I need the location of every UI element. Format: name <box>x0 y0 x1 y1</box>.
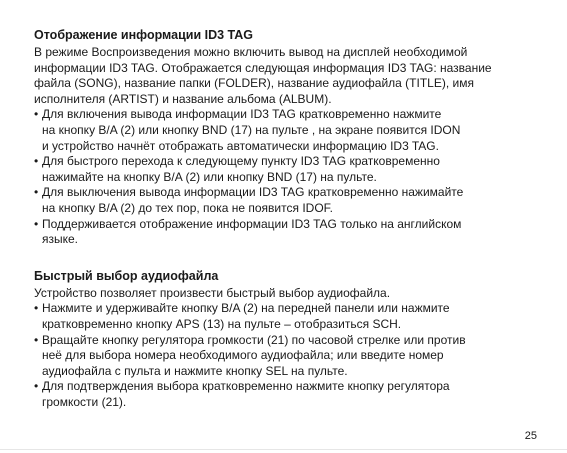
list-item <box>34 217 534 248</box>
list-item <box>34 185 534 216</box>
bullet-line: Вращайте кнопку регулятора громкости (21) по часовой стрелке или против <box>42 332 466 347</box>
bullet-line: Для выключения вывода информации ID3 TAG кратковременно нажимайте <box>42 185 464 200</box>
list-item <box>34 107 534 154</box>
bullet-line: Поддерживается отображение информации ID3 TAG только на английском <box>42 216 462 231</box>
bullet-icon: • <box>34 107 39 122</box>
bullet-icon: • <box>34 301 39 316</box>
list-item <box>34 154 534 185</box>
intro-line: В режиме Воспроизведения можно включить вывод на дисплей необходимой <box>34 45 468 59</box>
bullet-line: аудиофайла с пульта и нажмите кнопку SEL на пульте. <box>42 363 348 378</box>
section-title-id3-tag: Отображение информации ID3 TAG <box>34 28 253 42</box>
bullet-line: Для быстрого перехода к следующему пункту ID3 TAG кратковременно <box>42 154 440 169</box>
intro-line: информации ID3 TAG. Отображается следующая информация ID3 TAG: название <box>34 60 492 75</box>
bullet-icon: • <box>34 379 39 394</box>
list-item <box>34 333 534 380</box>
quick-file-select-section <box>34 268 534 411</box>
intro-line: файла (SONG), название папки (FOLDER), название аудиофайла (TITLE), имя <box>34 76 474 91</box>
bullet-line: громкости (21). <box>42 394 127 409</box>
bullet-line: Нажмите и удерживайте кнопку B/A (2) на передней панели или нажмите <box>42 301 450 316</box>
bullet-icon: • <box>34 332 39 347</box>
bullet-line: Для включения вывода информации ID3 TAG кратковременно нажмите <box>42 107 442 122</box>
list-item <box>34 379 534 410</box>
bullet-line: на кнопку B/A (2) до тех пор, пока не появится IDOF. <box>42 200 333 215</box>
page-number: 25 <box>524 430 537 442</box>
manual-page <box>34 27 534 410</box>
section-intro-quick-file-select <box>34 286 534 302</box>
page-bottom-divider <box>0 449 567 450</box>
quick-file-select-bullet-list <box>34 301 534 410</box>
bullet-icon: • <box>34 185 39 200</box>
id3-tag-section <box>34 27 534 248</box>
id3-tag-bullet-list <box>34 107 534 247</box>
intro-line: Устройство позволяет произвести быстрый выбор аудиофайла. <box>34 285 391 300</box>
bullet-line: нажимайте на кнопку B/A (2) или кнопку BND (17) на пульте. <box>42 169 377 184</box>
bullet-line: языке. <box>42 232 79 247</box>
bullet-line: неё для выбора номера необходимого аудиофайла; или введите номер <box>42 348 444 363</box>
bullet-icon: • <box>34 216 39 231</box>
section-intro-id3-tag <box>34 45 534 107</box>
intro-line: исполнителя (ARTIST) и название альбома (ALBUM). <box>34 91 332 106</box>
bullet-line: и устройство начнёт отображать автоматически информацию ID3 TAG. <box>42 138 439 153</box>
bullet-line: Для подтверждения выбора кратковременно нажмите кнопку регулятора <box>42 379 450 394</box>
section-title-quick-file-select: Быстрый выбор аудиофайла <box>34 268 219 283</box>
bullet-icon: • <box>34 154 39 169</box>
list-item <box>34 301 534 332</box>
bullet-line: кратковременно кнопку APS (13) на пульте – отобразиться SCH. <box>42 316 402 331</box>
bullet-line: на кнопку B/A (2) или кнопку BND (17) на пульте , на экране появится IDON <box>42 122 461 137</box>
